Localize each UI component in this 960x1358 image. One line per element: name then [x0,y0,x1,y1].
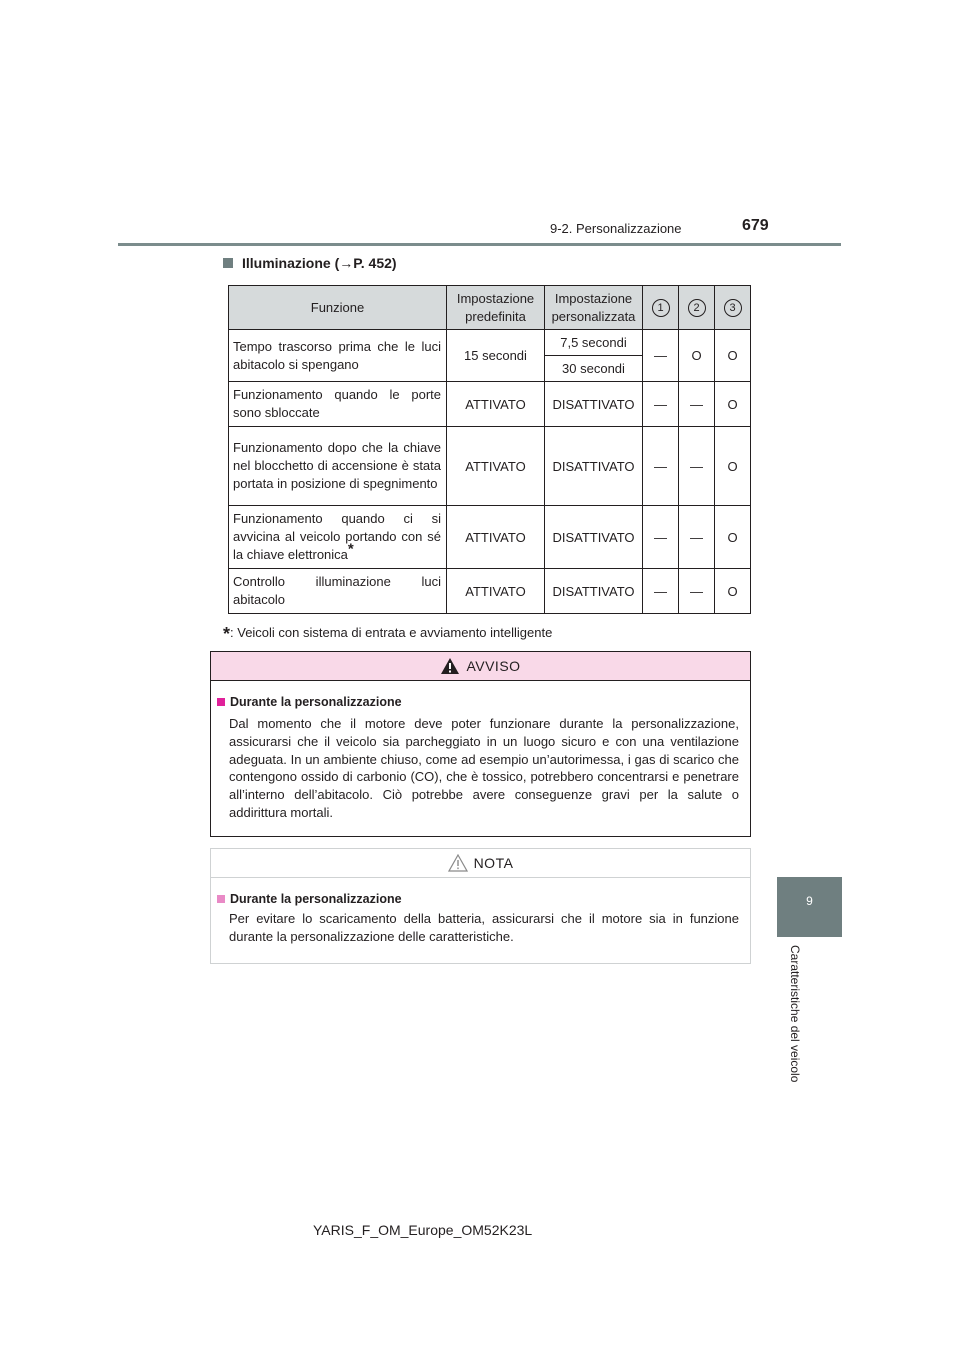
row-c3: O [715,506,751,569]
footnote-mark: * [347,540,354,558]
row-function: Funzionamento quando le porte sono sbloccate [229,382,447,427]
row-c3: O [715,330,751,382]
row-default: ATTIVATO [447,427,545,506]
warning-box [210,651,751,837]
warning-header [211,652,750,681]
row-custom: DISATTIVATO [545,427,643,506]
row-c2: O [679,330,715,382]
row-default: ATTIVATO [447,382,545,427]
warning-subheading [217,695,402,709]
square-bullet-icon [223,258,233,268]
footnote-text: : Veicoli con sistema di entrata e avviamento intelligente [230,625,553,640]
table-row [229,427,751,506]
table-row [229,382,751,427]
row-c2: — [679,427,715,506]
customization-table [228,285,751,614]
header-col2 [679,286,715,330]
header-custom: Impostazione personalizzata [545,286,643,330]
row-custom-alt: 30 secondi [545,356,643,382]
row-default: ATTIVATO [447,569,545,614]
page-number: 679 [742,217,769,234]
header-col1 [643,286,679,330]
header-default: Impostazione predefinita [447,286,545,330]
row-c1: — [643,382,679,427]
row-function: Funzionamento dopo che la chiave nel blocchetto di accensione è stata portata in posizione di spegnimento [229,427,447,506]
warning-label: AVVISO [466,658,521,674]
caution-triangle-icon [448,854,468,872]
header-rule [118,243,841,246]
warning-subheading-text: Durante la personalizzazione [230,695,402,709]
row-function [229,506,447,569]
row-default: ATTIVATO [447,506,545,569]
note-subheading-text: Durante la personalizzazione [230,892,402,906]
row-c2: — [679,382,715,427]
footnote-asterisk: * [223,624,231,644]
note-header [211,849,750,878]
row-custom: DISATTIVATO [545,382,643,427]
row-c1: — [643,569,679,614]
note-subheading [217,892,402,906]
row-c1: — [643,427,679,506]
warning-text: Dal momento che il motore deve poter funzionare durante la personalizzazione, assicurarsi che il veicolo sia parcheggiato in un luogo sicuro e con una ventilazione adeguata. In un ambiente chiuso, come ad esempio un’autorimessa, i gas di scarico che contengono ossido di carbonio (CO), che è tossico, potrebbero concentrarsi e penetrare all’interno dell’abitacolo. Ciò potrebbe avere conseguenze gravi per la salute o addirittura mortali. [229,716,739,820]
table-footnote [223,621,552,642]
circle-3-icon: 3 [724,299,742,317]
row-custom: DISATTIVATO [545,569,643,614]
row-default: 15 secondi [447,330,545,382]
section-heading-text: Illuminazione (→P. 452) [242,255,397,271]
row-function-text: Funzionamento quando ci si avvicina al veicolo portando con sé la chiave elettronica [233,511,441,562]
square-bullet-icon [217,895,225,903]
section-heading [223,255,397,271]
chapter-number: 9 [806,894,813,908]
square-bullet-icon [217,698,225,706]
note-box [210,848,751,964]
note-text: Per evitare lo scaricamento della batteria, assicurarsi che il motore sia in funzione durante la personalizzazione delle caratteristiche. [229,911,739,944]
chapter-title: Caratteristiche del veicolo [788,945,802,1083]
row-c1: — [643,330,679,382]
row-custom: DISATTIVATO [545,506,643,569]
chapter-tab[interactable] [777,877,842,937]
row-c3: O [715,427,751,506]
table-row [229,506,751,569]
table-row [229,330,751,356]
row-c2: — [679,569,715,614]
row-function: Tempo trascorso prima che le luci abitacolo si spengano [229,330,447,382]
circle-2-icon: 2 [688,299,706,317]
table-header-row [229,286,751,330]
header-function: Funzione [229,286,447,330]
row-c1: — [643,506,679,569]
row-c3: O [715,569,751,614]
note-label: NOTA [473,855,514,871]
row-custom: 7,5 secondi [545,330,643,356]
warning-triangle-icon [440,657,460,675]
circle-1-icon: 1 [652,299,670,317]
header-col3 [715,286,751,330]
row-c3: O [715,382,751,427]
header-section-title: 9-2. Personalizzazione [550,221,682,236]
row-function: Controllo illuminazione luci abitacolo [229,569,447,614]
row-c2: — [679,506,715,569]
table-row [229,569,751,614]
document-code: YARIS_F_OM_Europe_OM52K23L [313,1222,533,1238]
